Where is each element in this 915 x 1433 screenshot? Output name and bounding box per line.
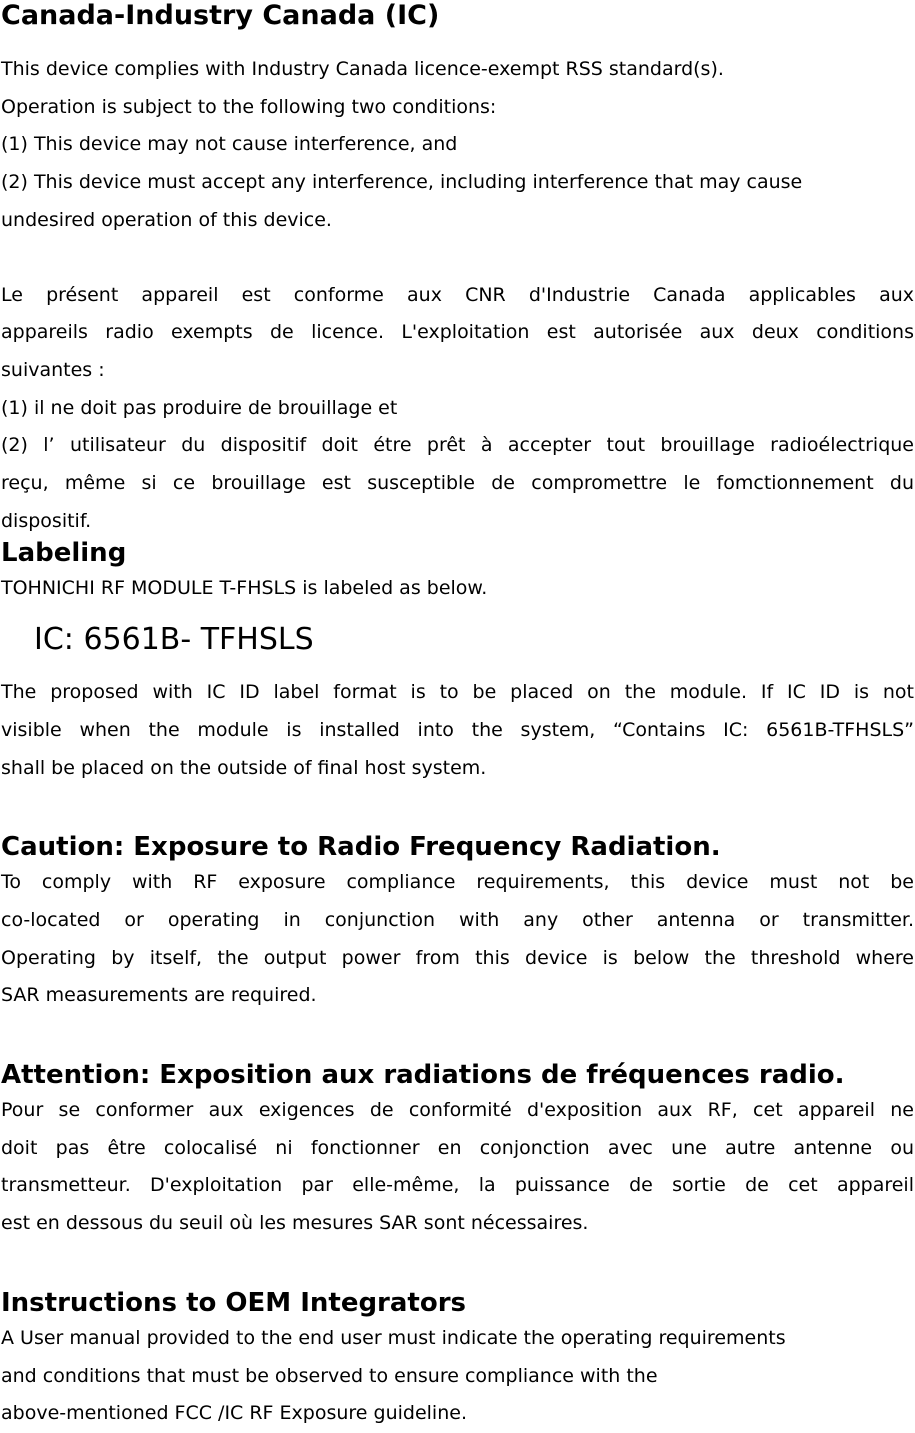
paragraph-line: shall be placed on the outside of final host system. <box>1 756 487 779</box>
oem-heading: Instructions to OEM Integrators <box>1 1287 467 1318</box>
paragraph-line: dispositif. <box>1 509 92 532</box>
paragraph-line: suivantes : <box>1 358 105 381</box>
paragraph-line: This device complies with Industry Canada licence-exempt RSS standard(s). <box>1 58 724 80</box>
paragraph-line: visible when the module is installed into the system, “Contains IC: 6561B-TFHSLS” <box>1 718 914 741</box>
paragraph-line: (1) il ne doit pas produire de brouillage et <box>1 396 398 419</box>
paragraph-line: transmetteur. D'exploitation par elle-même, la puissance de sortie de cet appareil <box>1 1174 914 1197</box>
paragraph-line: Le présent appareil est conforme aux CNR d'Industrie Canada applicables aux <box>1 283 914 306</box>
caution-body <box>1 864 914 1015</box>
ic-id-label: IC: 6561B- TFHSLS <box>34 622 314 658</box>
ic-english-paragraph <box>1 51 914 240</box>
paragraph-line: above-mentioned FCC /IC RF Exposure guideline. <box>1 1402 467 1425</box>
paragraph-line: (1) This device may not cause interference, and <box>1 133 458 156</box>
paragraph-line: reçu, même si ce brouillage est susceptible de compromettre le fomctionnement du <box>1 472 914 495</box>
paragraph-line: SAR measurements are required. <box>1 984 317 1007</box>
paragraph-line: undesired operation of this device. <box>1 208 332 231</box>
document-page <box>1 0 914 1433</box>
paragraph-line: Pour se conformer aux exigences de conformité d'exposition aux RF, cet appareil ne <box>1 1099 914 1122</box>
labeling-body <box>1 674 914 787</box>
labeling-intro <box>1 570 914 608</box>
paragraph-line: est en dessous du seuil où les mesures SAR sont nécessaires. <box>1 1212 589 1235</box>
paragraph-line: doit pas être colocalisé ni fonctionner en conjonction avec une autre antenne ou <box>1 1136 914 1159</box>
paragraph-line: A User manual provided to the end user must indicate the operating requirements <box>1 1326 786 1349</box>
paragraph-line: TOHNICHI RF MODULE T-FHSLS is labeled as below. <box>1 577 488 600</box>
page-title: Canada-Industry Canada (IC) <box>1 0 440 31</box>
oem-body <box>1 1320 914 1433</box>
paragraph-line: To comply with RF exposure compliance requirements, this device must not be <box>1 871 914 894</box>
paragraph-line: appareils radio exempts de licence. L'exploitation est autorisée aux deux conditions <box>1 321 914 344</box>
labeling-heading: Labeling <box>1 538 127 569</box>
ic-french-paragraph <box>1 277 914 541</box>
paragraph-line: The proposed with IC ID label format is to be placed on the module. If IC ID is not <box>1 681 914 704</box>
attention-body <box>1 1092 914 1243</box>
paragraph-line: (2) l’ utilisateur du dispositif doit étre prêt à accepter tout brouillage radioélectrique <box>1 434 914 457</box>
paragraph-line: and conditions that must be observed to ensure compliance with the <box>1 1364 658 1387</box>
caution-heading: Caution: Exposure to Radio Frequency Radiation. <box>1 832 721 863</box>
attention-heading: Attention: Exposition aux radiations de fréquences radio. <box>1 1060 845 1091</box>
paragraph-line: (2) This device must accept any interference, including interference that may cause <box>1 171 803 194</box>
paragraph-line: co-located or operating in conjunction with any other antenna or transmitter. <box>1 908 914 931</box>
paragraph-line: Operating by itself, the output power from this device is below the threshold where <box>1 946 914 969</box>
paragraph-line: Operation is subject to the following two conditions: <box>1 95 497 118</box>
